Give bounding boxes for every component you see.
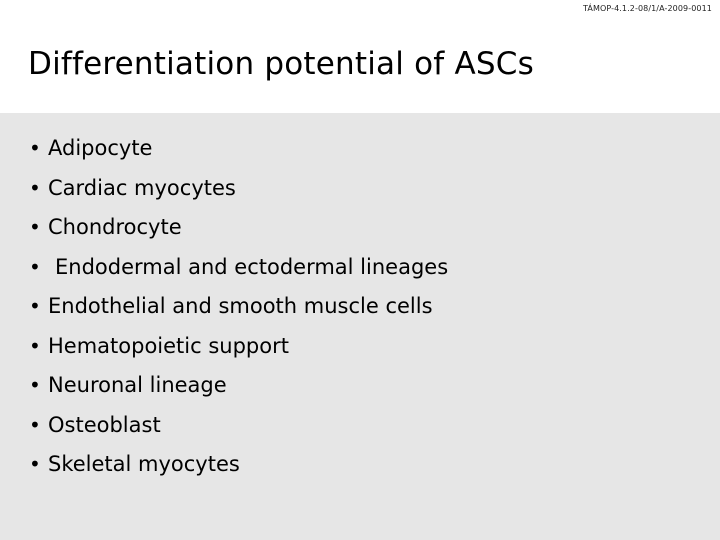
list-item-label: Osteoblast xyxy=(48,412,161,437)
bullet-icon: • xyxy=(29,254,41,279)
project-code: TÁMOP-4.1.2-08/1/A-2009-0011 xyxy=(583,4,712,13)
bullet-icon: • xyxy=(29,175,41,200)
list-item-label: Neuronal lineage xyxy=(48,373,227,397)
bullet-icon: • xyxy=(29,333,41,358)
list-item-label: Endothelial and smooth muscle cells xyxy=(48,294,433,318)
list-item-label: Hematopoietic support xyxy=(48,333,289,358)
list-item-label: Cardiac myocytes xyxy=(48,175,236,200)
bullet-icon: • xyxy=(29,294,41,318)
slide-body xyxy=(0,113,720,540)
slide-title: Differentiation potential of ASCs xyxy=(28,46,534,82)
bullet-icon: • xyxy=(29,452,41,476)
bullet-icon: • xyxy=(29,412,41,437)
bullet-icon: • xyxy=(29,136,41,160)
list-item-label: Adipocyte xyxy=(48,136,153,160)
list-item-label: Chondrocyte xyxy=(48,215,182,239)
list-item-label: Skeletal myocytes xyxy=(48,452,240,476)
slide-header xyxy=(0,0,720,113)
list-item-label: Endodermal and ectodermal lineages xyxy=(55,254,449,279)
bullet-icon: • xyxy=(29,373,41,397)
bullet-icon: • xyxy=(29,215,41,239)
